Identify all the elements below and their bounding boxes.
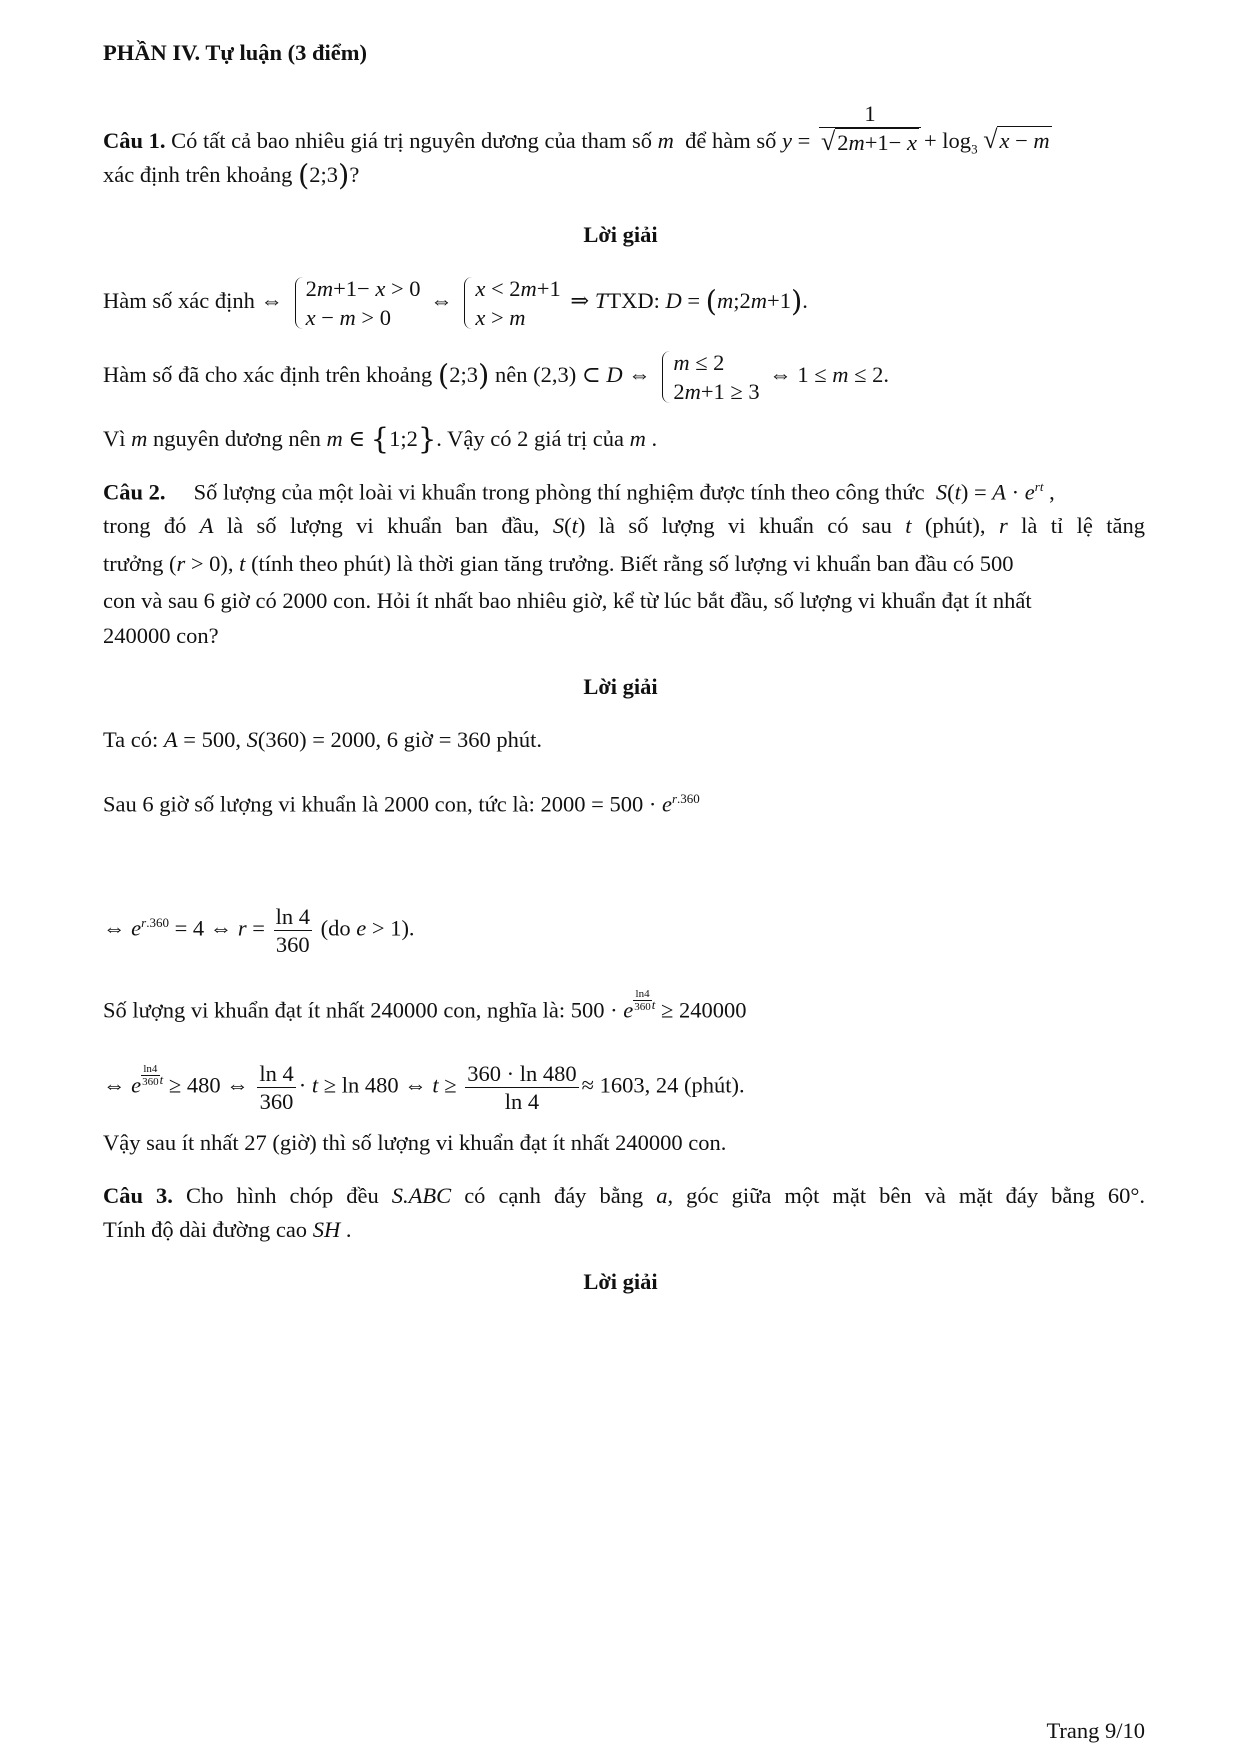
- q1-text-b: để hàm số: [685, 128, 777, 153]
- q1-label: Câu 1.: [103, 128, 166, 153]
- q1-line-2: xác định trên khoảng (2;3)?: [103, 158, 360, 192]
- q1-text-a: Có tất cả bao nhiêu giá trị nguyên dương của tham số: [171, 128, 652, 153]
- q2-line-3: trưởng (r > 0), t (tính theo phút) là thời gian tăng trưởng. Biết rằng số lượng vi khuẩn ban đầu có 500: [103, 551, 1014, 576]
- q1-solution-line-1: Hàm số xác định ⇔ 2m+1− x > 0 x − m > 0 ⇔ x < 2m+1 x > m ⇒ TTXD: D = (m;2m+1).: [103, 276, 808, 330]
- q3-solution-heading: Lời giải: [583, 1269, 658, 1294]
- q2-line-1: Câu 2. Số lượng của một loài vi khuẩn trong phòng thí nghiệm được tính theo công thức $S(t) = A \cdot e^{rt}$ ,: [103, 479, 1055, 505]
- section-title: PHẦN IV. Tự luận (3 điểm): [103, 40, 367, 65]
- q2-solution-heading: Lời giải: [583, 674, 658, 699]
- q3-line-2: Tính độ dài đường cao SH .: [103, 1217, 352, 1242]
- q2-label: Câu 2.: [103, 479, 166, 505]
- q2-solution-line-6: Vậy sau ít nhất 27 (giờ) thì số lượng vi khuẩn đạt ít nhất 240000 con.: [103, 1130, 727, 1155]
- q1-fraction: $\frac{1}{√2m+1- x}$: [819, 100, 921, 156]
- q2-solution-line-2: Sau 6 giờ số lượng vi khuẩn là 2000 con, tức là: $2000 = 500 \cdot e^{r.360}$: [103, 791, 700, 817]
- q2-solution-line-5: ⇔ e $\frac{\ln 4}{360}$ $^t$ ≥ 480 ⇔ $\frac{\ln 4}{360}$ · t ≥ ln 480 ⇔ t ≥ $\frac{360 \cdot \ln 480}{\ln 4}$ ≈ 1603, 24 (phút).: [103, 1061, 745, 1114]
- q2-line-4: con và sau 6 giờ có 2000 con. Hỏi ít nhất bao nhiêu giờ, kể từ lúc bắt đầu, số lượng vi khuẩn đạt ít nhất: [103, 588, 1032, 613]
- q2-line-5: 240000 con?: [103, 623, 219, 648]
- q2-line-2: trong đó A là số lượng vi khuẩn ban đầu, S(t) là số lượng vi khuẩn có sau t (phút), r là tỉ lệ tăng: [103, 513, 1145, 538]
- q2-solution-line-1: Ta có: A = 500, S(360) = 2000, 6 giờ = 360 phút.: [103, 727, 543, 752]
- q3-line-1: Câu 3. Cho hình chóp đều S.ABC có cạnh đáy bằng a, góc giữa một mặt bên và mặt đáy bằng 60°.: [103, 1183, 1146, 1208]
- q3-label: Câu 3.: [103, 1183, 173, 1208]
- q1-solution-line-3: Vì m nguyên dương nên m ∈ {1;2}. Vậy có 2 giá trị của m .: [103, 422, 658, 456]
- q1-line-1: Câu 1. Có tất cả bao nhiêu giá trị nguyên dương của tham số m để hàm số y = $\frac{1}{√2m+1- x}$ + $\log_3 √x - m$: [103, 101, 1050, 157]
- q1-solution-line-2: Hàm số đã cho xác định trên khoảng (2;3) nên (2,3) ⊂ D ⇔ m ≤ 2 2m+1 ≥ 3 ⇔ 1 ≤ m ≤ 2.: [103, 350, 889, 404]
- q2-solution-line-3: ⇔ $e^{r.360} = 4$ ⇔ r = $\frac{\ln 4}{360}$ (do e > 1).: [103, 904, 415, 957]
- q1-solution-heading: Lời giải: [583, 222, 658, 247]
- q2-solution-line-4: Số lượng vi khuẩn đạt ít nhất 240000 con, nghĩa là: 500 · e $\frac{\ln 4}{360}$ $^t$ ≥ 240000: [103, 988, 747, 1023]
- page-number: Trang 9/10: [1046, 1718, 1145, 1743]
- q1-text-c: xác định trên khoảng: [103, 162, 293, 187]
